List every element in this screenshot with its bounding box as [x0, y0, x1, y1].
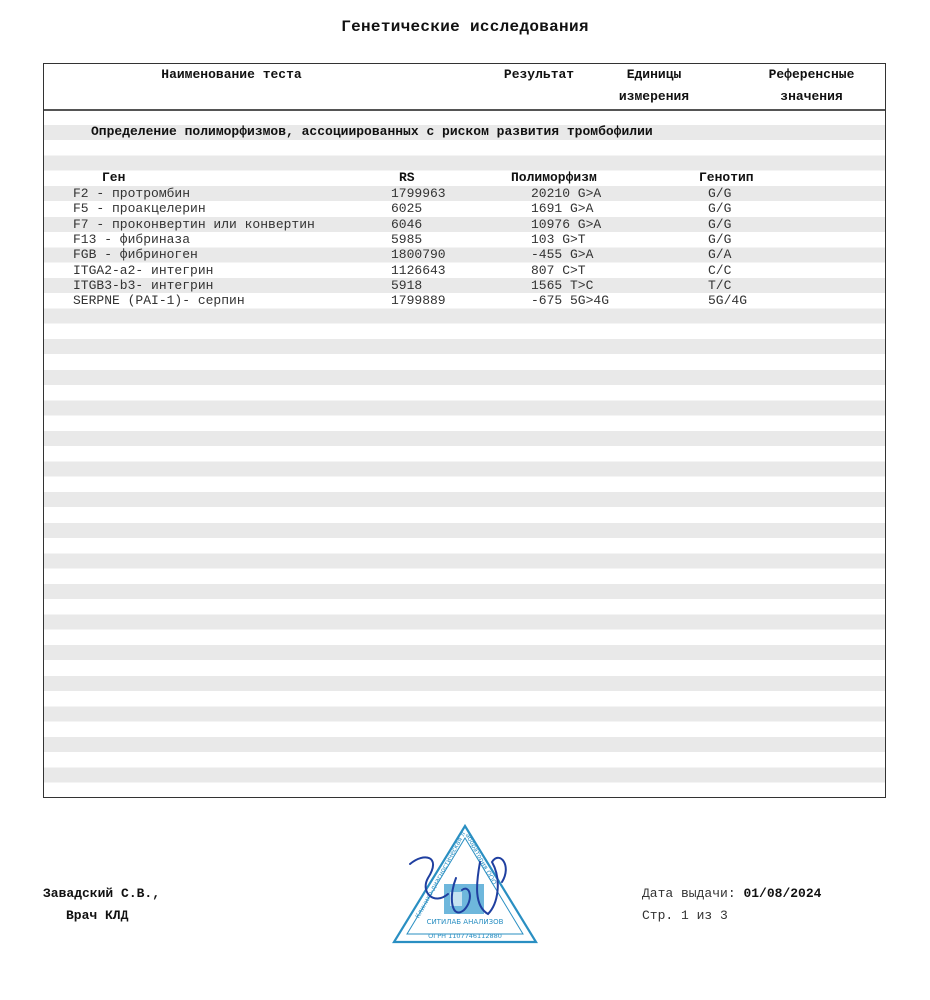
cell-gene: F7 - проконвертин или конвертин — [73, 216, 315, 232]
cell-polymorphism: -455 G>A — [531, 247, 594, 263]
issue-date-label: Дата выдачи: — [642, 886, 736, 901]
cell-rs: 5985 — [391, 231, 423, 247]
header-result: Результат — [503, 67, 575, 82]
cell-rs: 1800790 — [391, 247, 446, 263]
cell-rs: 6025 — [391, 201, 423, 217]
table-row — [44, 217, 885, 232]
header-units-2: измерения — [618, 89, 690, 104]
cell-genotype: G/G — [708, 231, 732, 247]
lab-stamp — [390, 822, 540, 947]
cell-polymorphism: 1691 G>A — [531, 201, 594, 217]
table-row — [44, 263, 885, 278]
cell-gene: F2 - протромбин — [73, 186, 191, 201]
header-reference-1: Референсные — [768, 67, 855, 82]
column-polymorphism: Полиморфизм — [511, 170, 597, 185]
cell-rs: 1799963 — [391, 186, 446, 201]
document-title: Генетические исследования — [341, 18, 589, 36]
cell-polymorphism: 10976 G>A — [531, 216, 602, 232]
cell-genotype: G/A — [708, 247, 732, 263]
cell-rs: 6046 — [391, 216, 423, 232]
cell-genotype: G/G — [708, 201, 732, 217]
doctor-signature-block — [43, 883, 160, 927]
cell-rs: 1126643 — [391, 262, 446, 278]
header-test-name: Наименование теста — [161, 67, 302, 82]
cell-genotype: G/G — [708, 186, 732, 201]
stamp-ogrn: ОГРН 1107746112880 — [428, 932, 502, 940]
section-title: Определение полиморфизмов, ассоциированных с риском развития тромбофилии — [91, 124, 653, 139]
doctor-role: Врач КЛД — [66, 908, 129, 923]
cell-polymorphism: -675 5G>4G — [531, 293, 610, 309]
table-row — [44, 247, 885, 262]
issue-date: 01/08/2024 — [743, 886, 822, 901]
table-row — [44, 232, 885, 247]
table-row — [44, 186, 885, 201]
column-rs: RS — [399, 170, 415, 185]
cell-polymorphism: 20210 G>A — [531, 186, 602, 201]
cell-gene: SERPNE (PAI-1)- серпин — [73, 293, 245, 309]
cell-polymorphism: 807 C>T — [531, 262, 586, 278]
cell-genotype: T/C — [708, 277, 732, 293]
table-header — [44, 64, 885, 111]
table-row — [44, 278, 885, 293]
header-reference-2: значения — [780, 89, 843, 104]
cell-genotype: C/C — [708, 262, 732, 278]
cell-gene: F13 - фибриназа — [73, 231, 191, 247]
cell-genotype: 5G/4G — [708, 293, 748, 309]
cell-rs: 5918 — [391, 277, 423, 293]
cell-gene: ITGB3-b3- интегрин — [73, 277, 214, 293]
results-table — [43, 63, 886, 798]
column-genotype: Генотип — [699, 170, 754, 185]
issue-info — [642, 883, 821, 927]
cell-rs: 1799889 — [391, 293, 446, 309]
stamp-name: СИТИЛАБ АНАЛИЗОВ — [426, 918, 504, 926]
cell-polymorphism: 1565 T>C — [531, 277, 594, 293]
cell-genotype: G/G — [708, 216, 732, 232]
table-row — [44, 201, 885, 216]
stamp-ring-text: Клинико-диагностическая лаборатория ООО — [413, 830, 499, 920]
page-number: Стр. 1 из 3 — [642, 908, 728, 923]
cell-gene: F5 - проакцелерин — [73, 201, 206, 217]
table-row — [44, 293, 885, 308]
header-units-1: Единицы — [626, 67, 682, 82]
cell-gene: FGB - фибриноген — [73, 247, 198, 263]
cell-polymorphism: 103 G>T — [531, 231, 586, 247]
cell-gene: ITGA2-a2- интегрин — [73, 262, 214, 278]
column-gene: Ген — [102, 170, 126, 185]
doctor-name: Завадский С.В., — [43, 886, 161, 901]
